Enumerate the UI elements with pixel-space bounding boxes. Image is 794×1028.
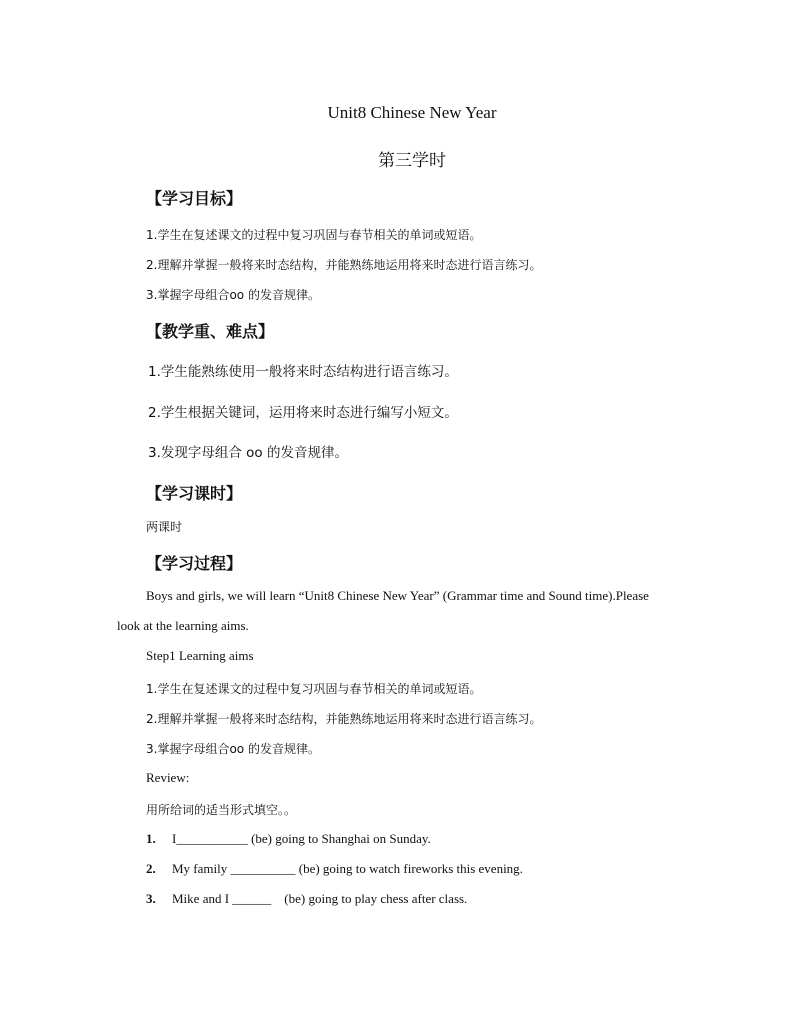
aim-item: 3.掌握字母组合oo 的发音规律。 <box>146 742 320 756</box>
process-intro-line2: look at the learning aims. <box>117 618 249 633</box>
review-label: Review: <box>146 770 190 785</box>
document-title: Unit8 Chinese New Year <box>327 103 497 122</box>
exercise-text: Mike and I ______ (be) going to play chess after class. <box>172 891 468 906</box>
exercise-text: My family __________ (be) going to watch fireworks this evening. <box>172 861 523 876</box>
exercise-item <box>146 831 431 847</box>
exercise-item <box>146 861 523 877</box>
periods-text: 两课时 <box>146 520 183 534</box>
objective-item: 1.学生在复述课文的过程中复习巩固与春节相关的单词或短语。 <box>146 228 482 242</box>
objectives-heading: 【学习目标】 <box>146 189 243 208</box>
exercise-number: 2. <box>146 861 156 876</box>
exercise-number: 3. <box>146 891 156 906</box>
periods-heading: 【学习课时】 <box>146 484 243 503</box>
process-heading: 【学习过程】 <box>146 554 243 573</box>
exercise-instruction: 用所给词的适当形式填空。。 <box>146 803 297 817</box>
exercise-item <box>146 891 467 907</box>
aim-item: 1.学生在复述课文的过程中复习巩固与春节相关的单词或短语。 <box>146 682 482 696</box>
exercise-text: I___________ (be) going to Shanghai on Sunday. <box>172 831 431 846</box>
exercise-number: 1. <box>146 831 156 846</box>
key-point-item: 1.学生能熟练使用一般将来时态结构进行语言练习。 <box>148 364 458 380</box>
objective-item: 2.理解并掌握一般将来时态结构，并能熟练地运用将来时态进行语言练习。 <box>146 258 542 272</box>
key-point-item: 2.学生根据关键词，运用将来时态进行编写小短文。 <box>148 405 458 421</box>
step1-label: Step1 Learning aims <box>146 648 254 663</box>
objective-item: 3.掌握字母组合oo 的发音规律。 <box>146 288 320 302</box>
document-subtitle: 第三学时 <box>378 151 446 171</box>
process-intro-line1: Boys and girls, we will learn “Unit8 Chinese New Year” (Grammar time and Sound time).Please <box>146 588 649 603</box>
aim-item: 2.理解并掌握一般将来时态结构，并能熟练地运用将来时态进行语言练习。 <box>146 712 542 726</box>
key-points-heading: 【教学重、难点】 <box>146 322 275 341</box>
key-point-item: 3.发现字母组合 oo 的发音规律。 <box>148 445 348 461</box>
